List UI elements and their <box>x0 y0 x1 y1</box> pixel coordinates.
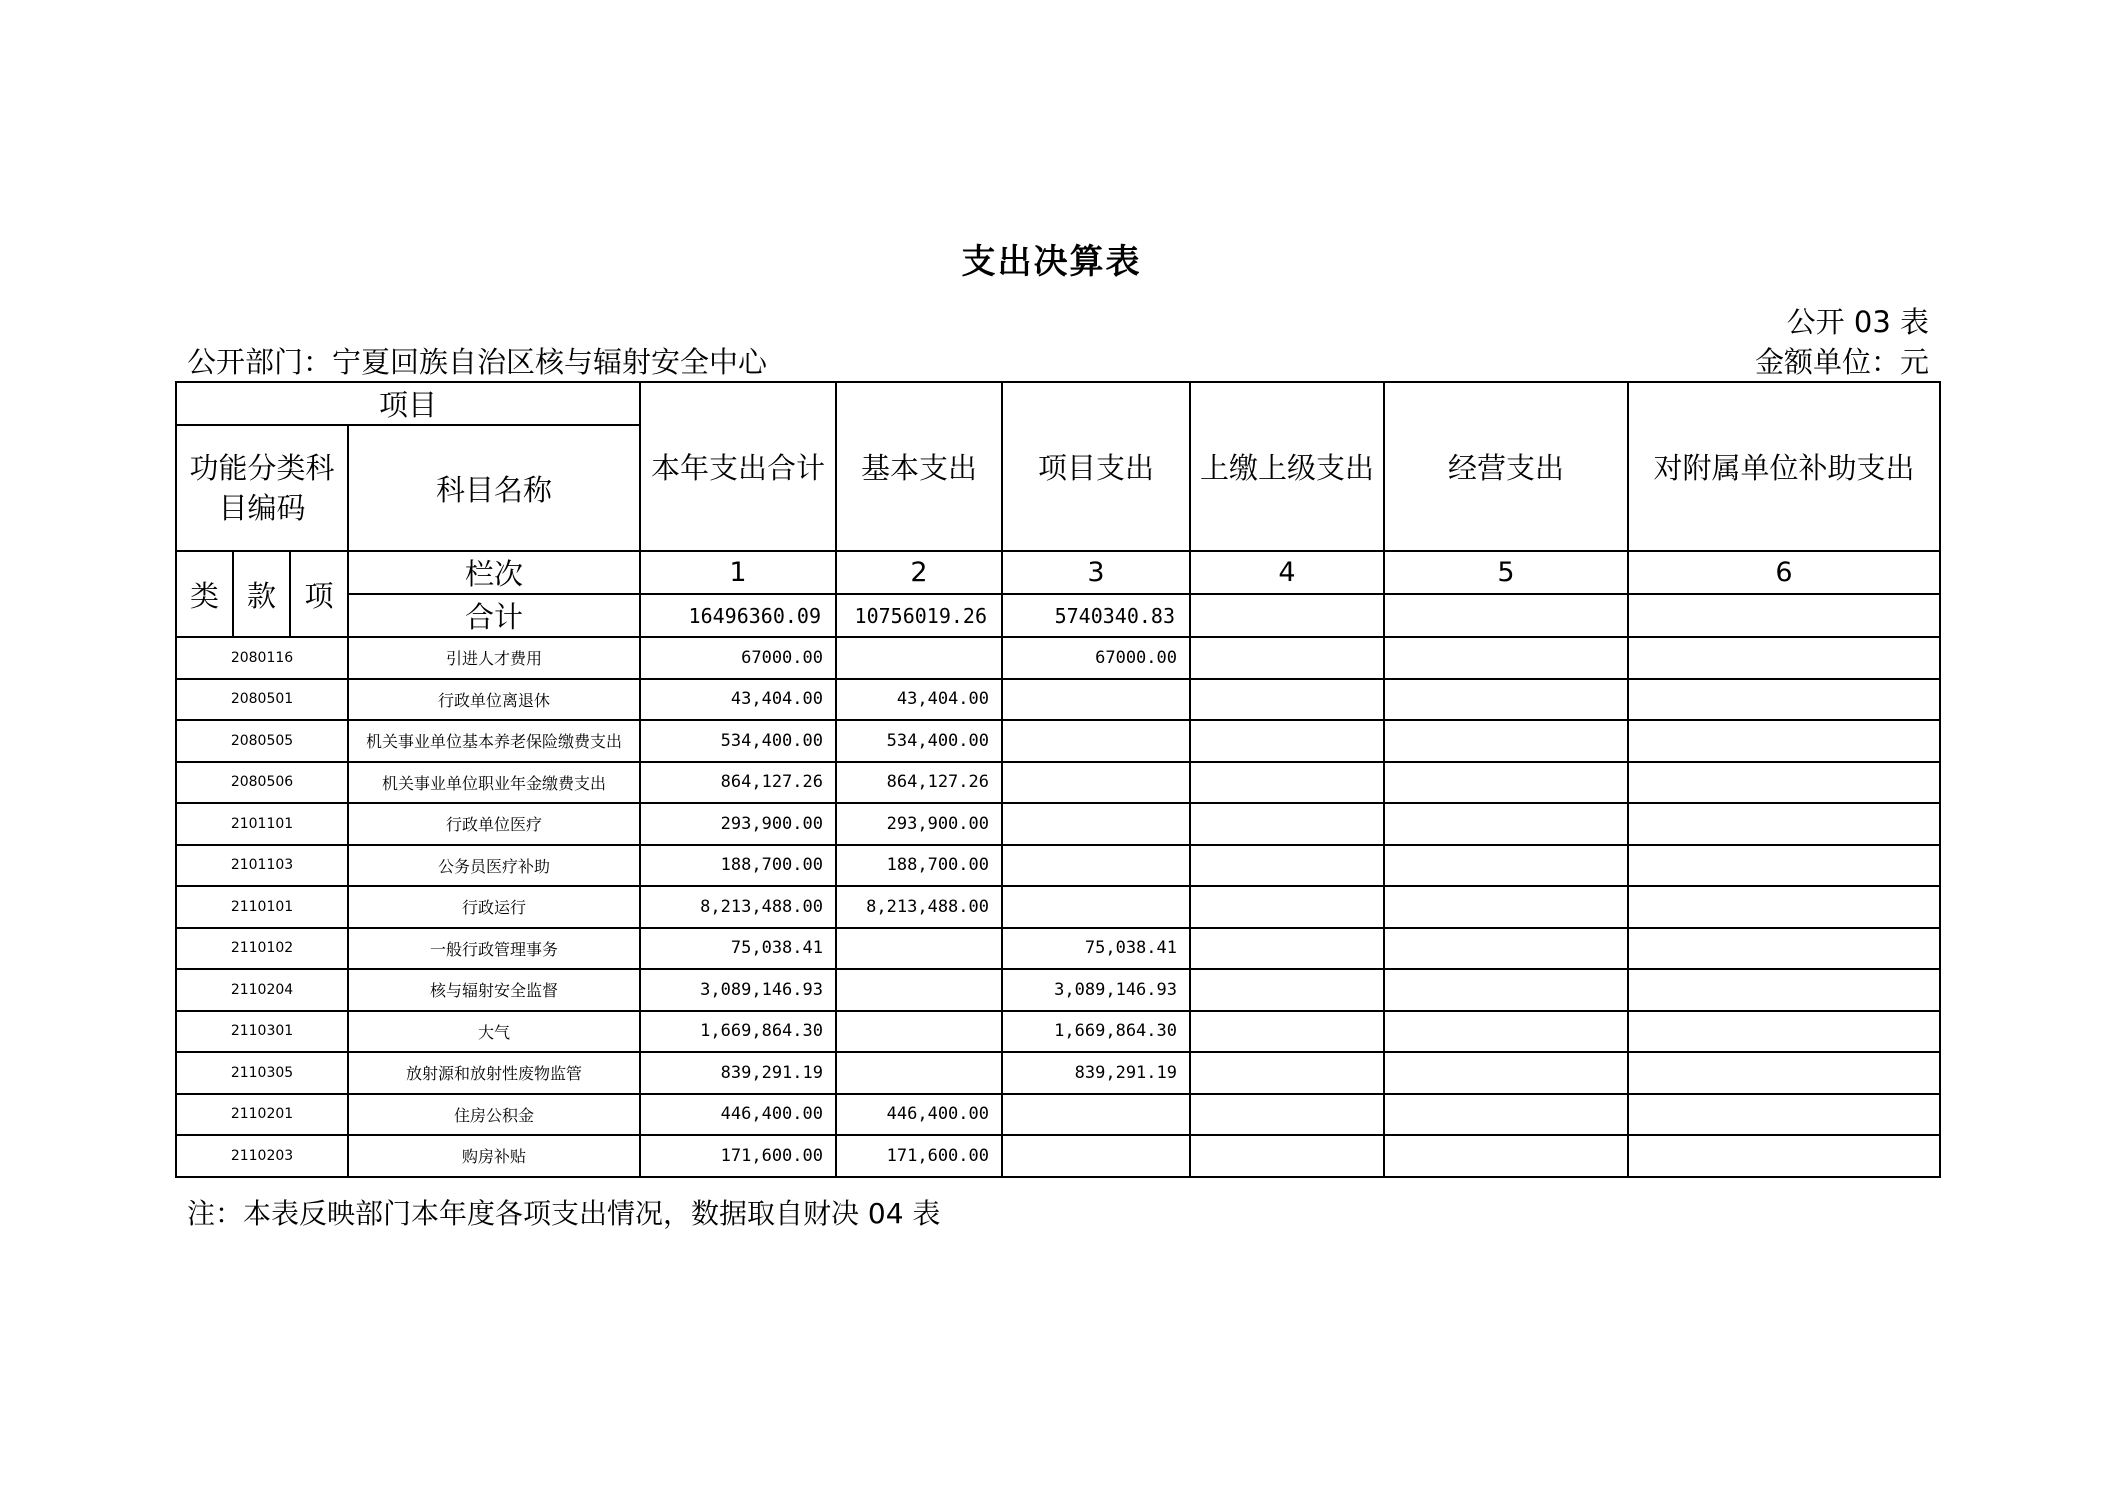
table-row <box>176 928 1940 970</box>
row-code: 2110301 <box>176 1011 348 1053</box>
row-value <box>1002 886 1190 928</box>
row-value <box>1628 762 1940 804</box>
row-value <box>1628 637 1940 679</box>
row-name: 一般行政管理事务 <box>348 928 640 970</box>
table-row <box>176 637 1940 679</box>
col-number: 2 <box>836 551 1002 594</box>
total-value: 5740340.83 <box>1002 594 1190 637</box>
row-name: 大气 <box>348 1011 640 1053</box>
row-value: 864,127.26 <box>836 762 1002 804</box>
table-row <box>176 803 1940 845</box>
total-value: 10756019.26 <box>836 594 1002 637</box>
row-value: 293,900.00 <box>640 803 836 845</box>
row-value <box>1002 762 1190 804</box>
header-col-remit: 上缴上级支出 <box>1190 382 1384 551</box>
footnote: 注：本表反映部门本年度各项支出情况，数据取自财决 04 表 <box>187 1197 941 1230</box>
header-code: 功能分类科目编码 <box>176 425 348 551</box>
row-value <box>836 969 1002 1011</box>
header-xiang: 项 <box>290 551 348 637</box>
total-value <box>1384 594 1628 637</box>
row-value <box>1384 1011 1628 1053</box>
table-row <box>176 1052 1940 1094</box>
row-value <box>1190 1094 1384 1136</box>
table-row <box>176 1011 1940 1053</box>
total-label: 合计 <box>348 594 640 637</box>
row-value <box>1384 845 1628 887</box>
row-value: 3,089,146.93 <box>1002 969 1190 1011</box>
department-label: 公开部门：宁夏回族自治区核与辐射安全中心 <box>187 345 768 379</box>
row-value: 8,213,488.00 <box>836 886 1002 928</box>
form-number: 公开 03 表 <box>1786 305 1929 339</box>
table-row <box>176 845 1940 887</box>
expenditure-table <box>175 381 1941 1178</box>
row-value <box>1628 886 1940 928</box>
row-code: 2101101 <box>176 803 348 845</box>
row-value <box>1190 679 1384 721</box>
row-code: 2080501 <box>176 679 348 721</box>
row-value: 8,213,488.00 <box>640 886 836 928</box>
col-number: 3 <box>1002 551 1190 594</box>
row-name: 放射源和放射性废物监管 <box>348 1052 640 1094</box>
row-value: 534,400.00 <box>640 720 836 762</box>
row-name: 公务员医疗补助 <box>348 845 640 887</box>
table-row <box>176 679 1940 721</box>
row-value <box>1628 803 1940 845</box>
header-lanci: 栏次 <box>348 551 640 594</box>
header-kuan: 款 <box>233 551 290 637</box>
row-name: 引进人才费用 <box>348 637 640 679</box>
header-col-business: 经营支出 <box>1384 382 1628 551</box>
row-value <box>1190 845 1384 887</box>
row-value <box>1190 928 1384 970</box>
total-value: 16496360.09 <box>640 594 836 637</box>
table-row <box>176 1135 1940 1177</box>
total-value <box>1190 594 1384 637</box>
row-code: 2101103 <box>176 845 348 887</box>
row-code: 2110305 <box>176 1052 348 1094</box>
row-value: 188,700.00 <box>640 845 836 887</box>
header-col-basic: 基本支出 <box>836 382 1002 551</box>
row-value <box>1384 928 1628 970</box>
row-value <box>1002 1135 1190 1177</box>
row-value <box>1628 969 1940 1011</box>
row-code: 2110201 <box>176 1094 348 1136</box>
row-value: 1,669,864.30 <box>1002 1011 1190 1053</box>
row-value: 3,089,146.93 <box>640 969 836 1011</box>
row-value <box>836 1011 1002 1053</box>
row-value <box>1190 969 1384 1011</box>
header-lei: 类 <box>176 551 233 637</box>
row-value <box>1002 803 1190 845</box>
row-value <box>1628 1011 1940 1053</box>
row-value <box>1002 679 1190 721</box>
row-value <box>836 928 1002 970</box>
row-value <box>1190 1052 1384 1094</box>
row-value: 839,291.19 <box>640 1052 836 1094</box>
row-code: 2080116 <box>176 637 348 679</box>
row-value <box>1384 679 1628 721</box>
row-value: 171,600.00 <box>640 1135 836 1177</box>
table-row <box>176 886 1940 928</box>
row-name: 机关事业单位职业年金缴费支出 <box>348 762 640 804</box>
row-value <box>836 1052 1002 1094</box>
row-value: 839,291.19 <box>1002 1052 1190 1094</box>
row-value <box>1628 1052 1940 1094</box>
row-value: 43,404.00 <box>640 679 836 721</box>
row-value: 864,127.26 <box>640 762 836 804</box>
row-code: 2110101 <box>176 886 348 928</box>
row-value <box>836 637 1002 679</box>
table-row <box>176 969 1940 1011</box>
row-value <box>1384 1094 1628 1136</box>
row-value <box>1190 1011 1384 1053</box>
row-value: 293,900.00 <box>836 803 1002 845</box>
row-value: 43,404.00 <box>836 679 1002 721</box>
row-name: 行政单位离退休 <box>348 679 640 721</box>
row-code: 2110203 <box>176 1135 348 1177</box>
row-name: 核与辐射安全监督 <box>348 969 640 1011</box>
header-col-subsidy: 对附属单位补助支出 <box>1628 382 1940 551</box>
row-value <box>1628 1135 1940 1177</box>
row-value <box>1628 845 1940 887</box>
row-value: 534,400.00 <box>836 720 1002 762</box>
row-name: 住房公积金 <box>348 1094 640 1136</box>
row-value: 75,038.41 <box>1002 928 1190 970</box>
row-value: 1,669,864.30 <box>640 1011 836 1053</box>
header-col-project: 项目支出 <box>1002 382 1190 551</box>
page-title: 支出决算表 <box>961 242 1142 282</box>
col-number: 6 <box>1628 551 1940 594</box>
col-number: 1 <box>640 551 836 594</box>
row-value <box>1190 803 1384 845</box>
row-value <box>1002 845 1190 887</box>
row-value <box>1384 762 1628 804</box>
row-name: 机关事业单位基本养老保险缴费支出 <box>348 720 640 762</box>
row-value <box>1190 886 1384 928</box>
row-value <box>1384 1135 1628 1177</box>
table-row <box>176 762 1940 804</box>
row-value <box>1384 803 1628 845</box>
row-value <box>1190 762 1384 804</box>
row-value <box>1190 720 1384 762</box>
row-code: 2080505 <box>176 720 348 762</box>
row-name: 行政单位医疗 <box>348 803 640 845</box>
row-value <box>1190 1135 1384 1177</box>
col-number: 5 <box>1384 551 1628 594</box>
total-row <box>176 594 1940 637</box>
row-value <box>1628 928 1940 970</box>
row-code: 2110102 <box>176 928 348 970</box>
table-row <box>176 1094 1940 1136</box>
row-value <box>1384 720 1628 762</box>
row-value <box>1002 1094 1190 1136</box>
amount-unit: 金额单位：元 <box>1754 345 1929 379</box>
row-value: 446,400.00 <box>640 1094 836 1136</box>
row-value: 75,038.41 <box>640 928 836 970</box>
row-code: 2110204 <box>176 969 348 1011</box>
row-value <box>1628 1094 1940 1136</box>
col-number: 4 <box>1190 551 1384 594</box>
row-value: 188,700.00 <box>836 845 1002 887</box>
row-code: 2080506 <box>176 762 348 804</box>
row-value: 67000.00 <box>1002 637 1190 679</box>
row-value <box>1384 1052 1628 1094</box>
row-value <box>1384 969 1628 1011</box>
header-name: 科目名称 <box>348 425 640 551</box>
header-item: 项目 <box>176 382 640 425</box>
row-name: 购房补贴 <box>348 1135 640 1177</box>
total-value <box>1628 594 1940 637</box>
row-value <box>1384 886 1628 928</box>
row-name: 行政运行 <box>348 886 640 928</box>
header-col-total: 本年支出合计 <box>640 382 836 551</box>
row-value: 67000.00 <box>640 637 836 679</box>
row-value <box>1384 637 1628 679</box>
row-value <box>1628 720 1940 762</box>
row-value: 446,400.00 <box>836 1094 1002 1136</box>
row-value <box>1628 679 1940 721</box>
table-row <box>176 720 1940 762</box>
row-value: 171,600.00 <box>836 1135 1002 1177</box>
row-value <box>1002 720 1190 762</box>
row-value <box>1190 637 1384 679</box>
